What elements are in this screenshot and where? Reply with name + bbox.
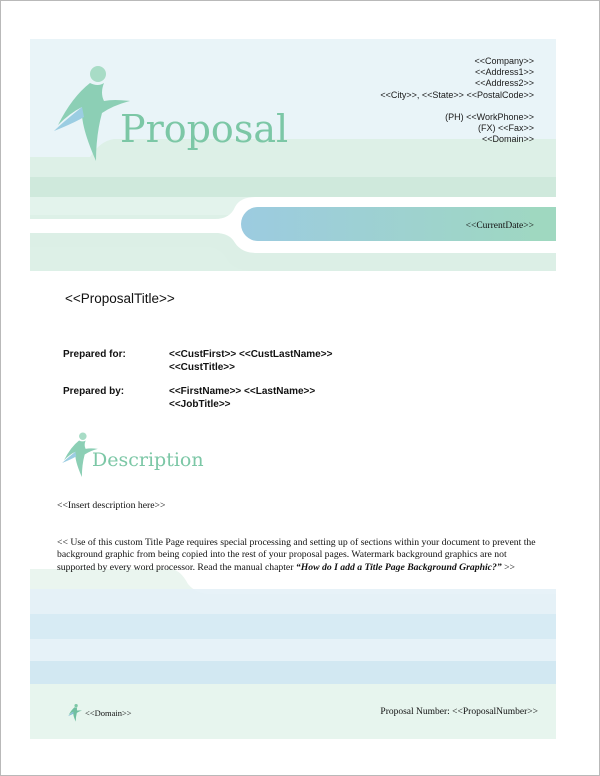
- title-page: [30, 39, 556, 739]
- city-state-postal-field: <<City>>, <<State>> <<PostalCode>>: [380, 89, 534, 100]
- description-body: [57, 537, 543, 574]
- description-heading: Description: [92, 449, 204, 471]
- customer-name: <<CustFirst>> <<CustLastName>>: [169, 349, 333, 360]
- author-title: <<JobTitle>>: [169, 398, 231, 410]
- prepared-by-label: Prepared by:: [63, 386, 125, 397]
- company-address-block: [380, 56, 534, 145]
- description-body-emphasis: “How do I add a Title Page Background Graphic?”: [295, 561, 502, 573]
- description-placeholder: <<Insert description here>>: [57, 500, 166, 511]
- description-body-end: >>: [501, 561, 516, 573]
- address1-field: <<Address1>>: [474, 67, 534, 78]
- domain-field: <<Domain>>: [481, 134, 534, 145]
- footer-logo-icon: [67, 704, 83, 722]
- author-name: <<FirstName>> <<LastName>>: [169, 386, 316, 397]
- footer-domain: <<Domain>>: [85, 708, 132, 718]
- phone-field: (PH) <<WorkPhone>>: [445, 111, 534, 122]
- prepared-for-label: Prepared for:: [63, 349, 126, 360]
- proposal-title: <<ProposalTitle>>: [65, 291, 175, 306]
- proposal-wordmark: Proposal: [120, 107, 289, 151]
- current-date-field: <<CurrentDate>>: [465, 221, 534, 231]
- customer-title: <<CustTitle>>: [169, 361, 235, 373]
- address2-field: <<Address2>>: [474, 78, 534, 89]
- prepared-by-values: [169, 386, 315, 411]
- footer-proposal-number: Proposal Number: <<ProposalNumber>>: [380, 707, 538, 717]
- description-body-start: << Use of this custom Title Page requires special processing and setting up of sections within your document to prevent the background graphic from being copied into the rest of your proposal pages. Watermark background graphics are not supported by every word processor. Read the manual chapter: [57, 537, 536, 573]
- company-field: <<Company>>: [474, 56, 534, 66]
- prepared-for-values: [169, 349, 332, 374]
- fax-field: (FX) <<Fax>>: [477, 123, 534, 134]
